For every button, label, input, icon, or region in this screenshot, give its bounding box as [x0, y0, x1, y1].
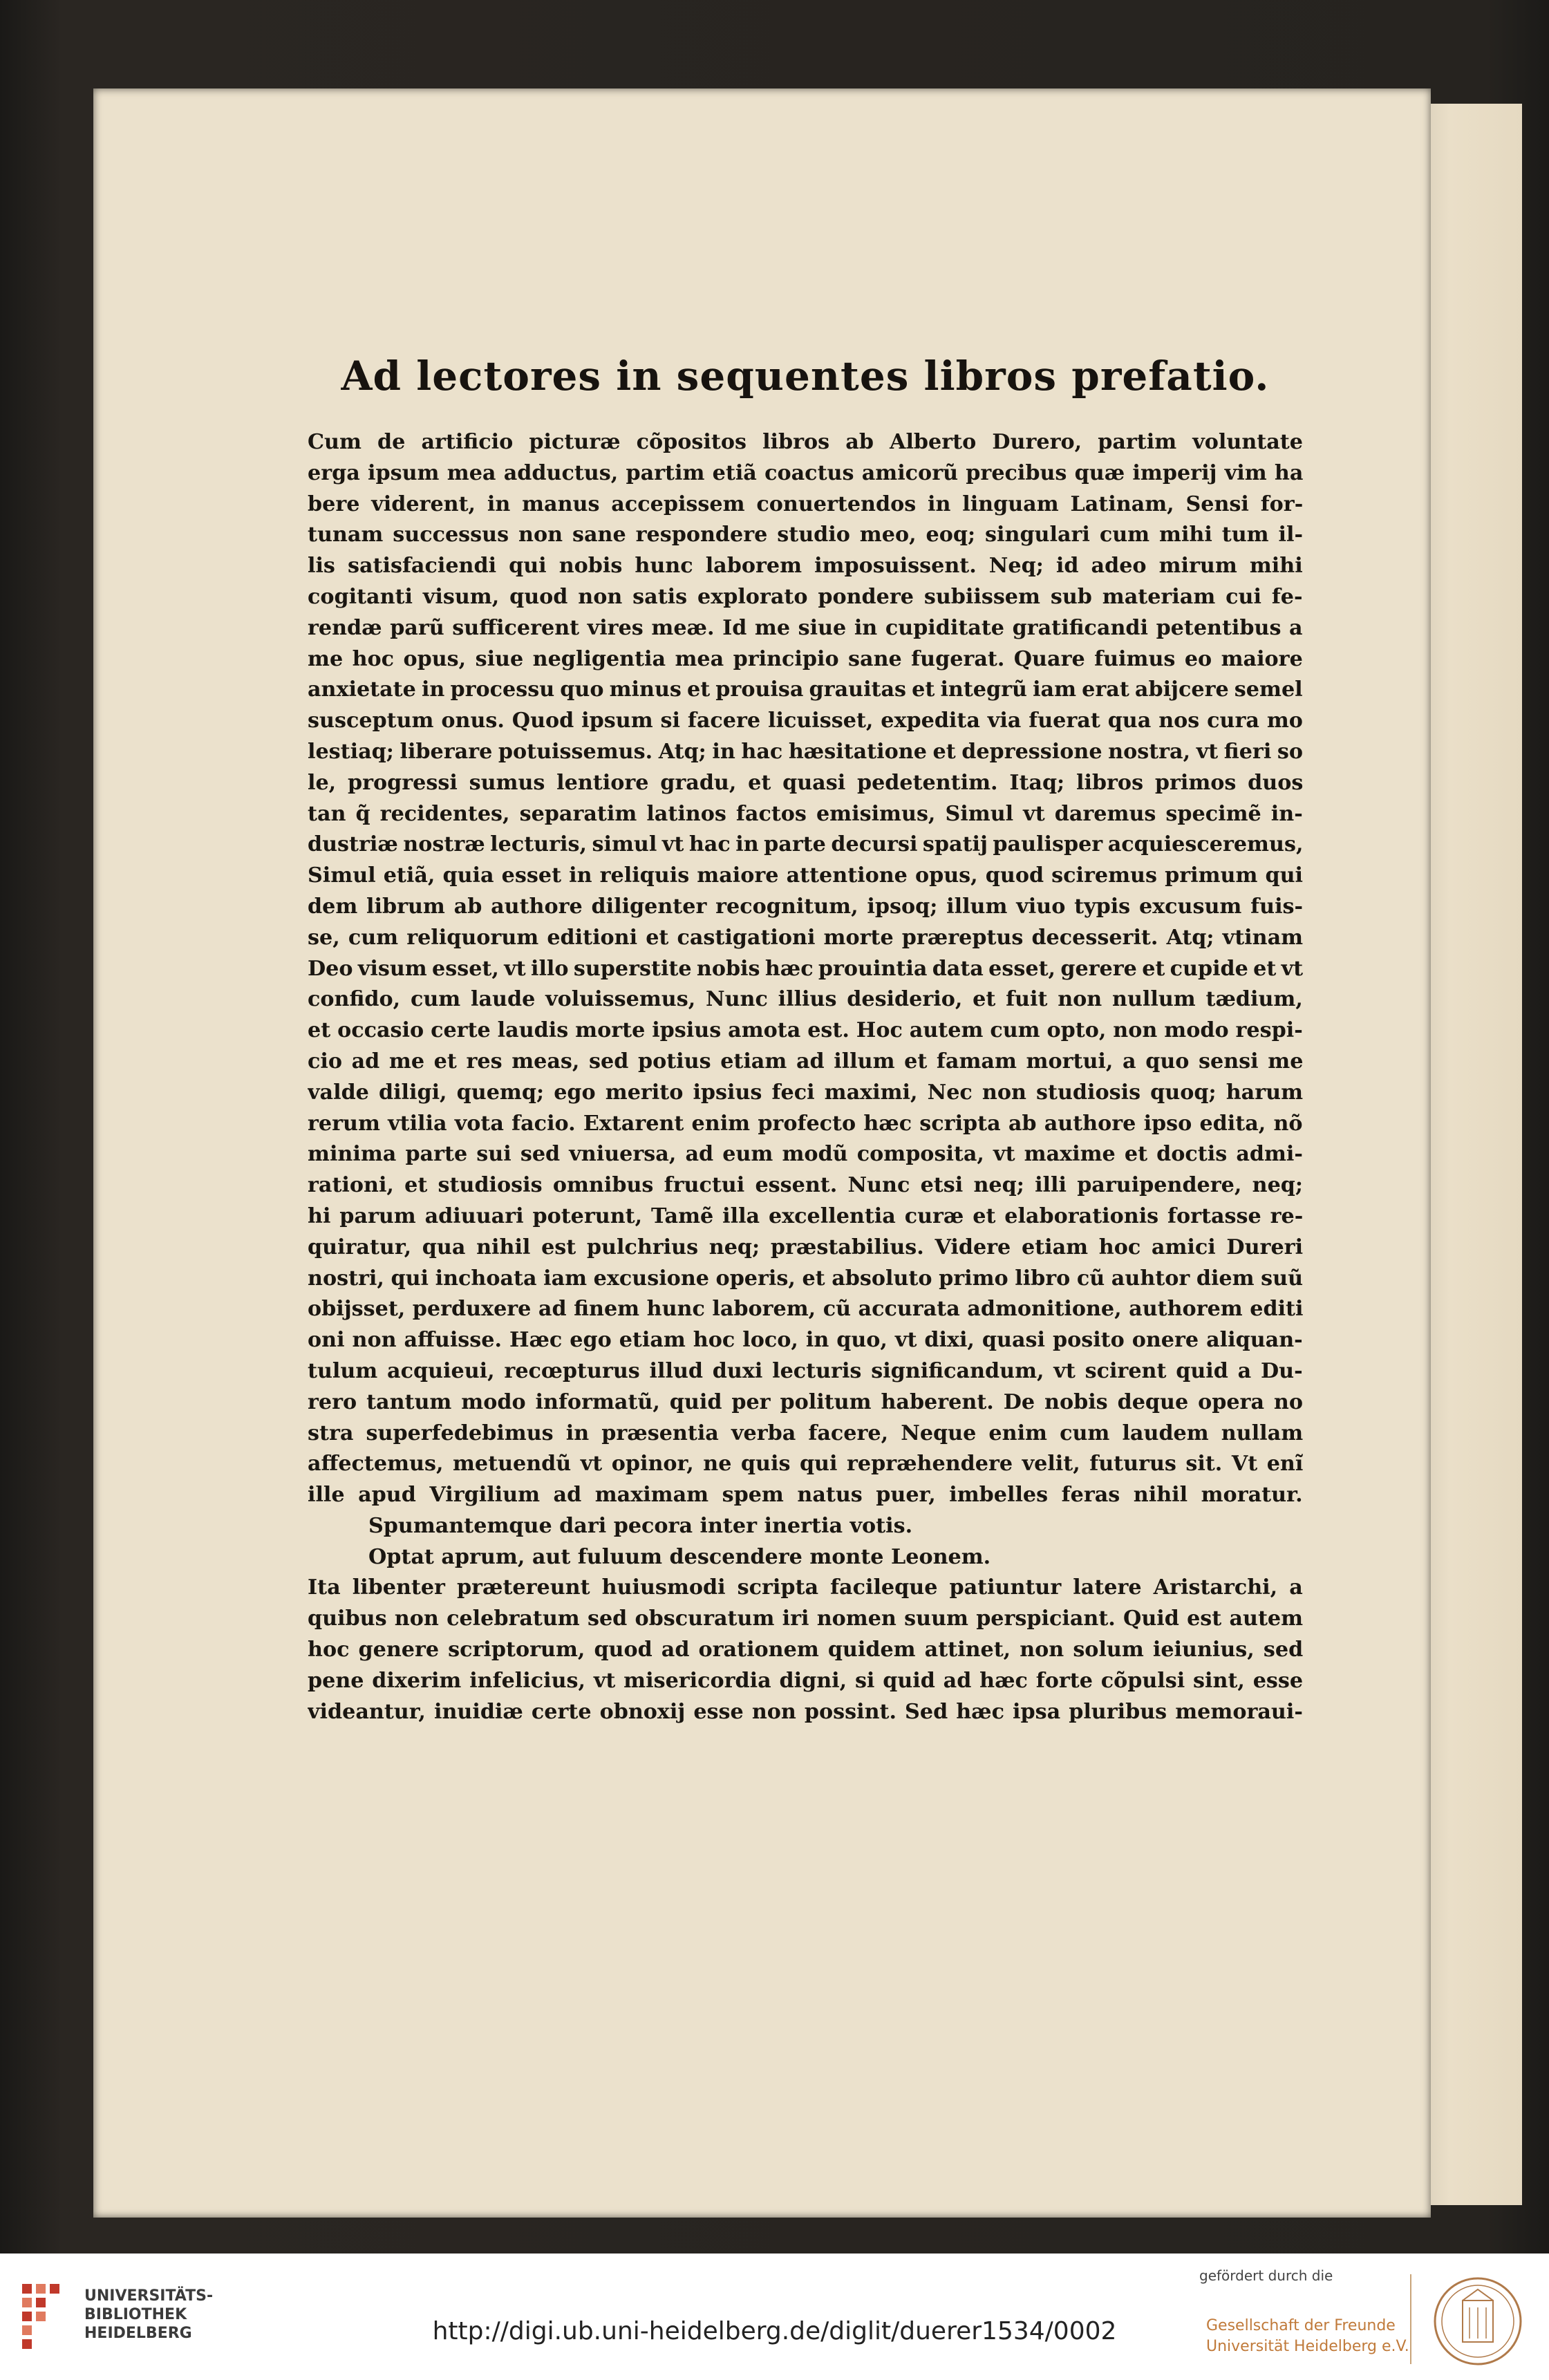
text-line: Deo visum esset, vt illo superstite nobis hæc prouintia data esset, gerere et cupide et vt [308, 956, 1303, 981]
text-line: minima parte sui sed vniuersa, ad eum modũ composita, vt maxime et doctis admi- [308, 1142, 1303, 1167]
text-line: Ita libenter prætereunt huiusmodi scripta facileque patiuntur latere Aristarchi, a [308, 1575, 1303, 1600]
text-line: rerum vtilia vota facio. Extarent enim profecto hæc scripta ab authore ipso edita, nõ [308, 1111, 1303, 1136]
text-line: Simul etiã, quia esset in reliquis maiore attentione opus, quod sciremus primum qui [308, 863, 1303, 888]
text-line: confido, cum laude voluissemus, Nunc illius desiderio, et fuit non nullum tædium, [308, 987, 1303, 1012]
body-text [308, 427, 1303, 1727]
sponsor-label: gefördert durch die [1199, 2267, 1333, 2284]
institution-line-1: UNIVERSITÄTS- [84, 2287, 214, 2305]
text-line: susceptum onus. Quod ipsum si facere licuisset, expedita via fuerat qua nos cura mo [308, 709, 1303, 733]
document-url-link[interactable]: http://digi.ub.uni-heidelberg.de/diglit/duerer1534/0002 [432, 2317, 1117, 2345]
text-line: lis satisfaciendi qui nobis hunc laborem imposuissent. Neq; id adeo mirum mihi [308, 554, 1303, 579]
text-line: tunam successus non sane respondere studio meo, eoq; singulari cum mihi tum il- [308, 523, 1303, 547]
text-line: ille apud Virgilium ad maximam spem natus puer, imbelles feras nihil moratur. [308, 1483, 1303, 1508]
text-line: quiratur, qua nihil est pulchrius neq; præstabilius. Videre etiam hoc amici Dureri [308, 1235, 1303, 1259]
sponsor-name [1206, 2316, 1409, 2357]
viewer-footer [0, 2253, 1549, 2380]
university-seal-icon [1429, 2273, 1526, 2370]
text-line: erga ipsum mea adductus, partim etiã coactus amicorũ precibus quæ imperij vim ha [308, 460, 1303, 485]
text-line: anxietate in processu quo minus et prouisa grauitas et integrũ iam erat abijcere semel [308, 677, 1303, 702]
text-line: nostri, qui inchoata iam excusione operis, et absoluto primo libro cũ auhtor diem suũ [308, 1266, 1303, 1291]
text-line: videantur, inuidiæ certe obnoxij esse non possint. Sed hæc ipsa pluribus memoraui- [308, 1699, 1303, 1724]
text-line: lestiaq; liberare potuissemus. Atq; in hac hæsitatione et depressione nostra, vt fieri so [308, 739, 1303, 764]
text-block [308, 353, 1303, 1727]
text-line: le, progressi sumus lentiore gradu, et quasi pedetentim. Itaq; libros primos duos [308, 770, 1303, 795]
text-line: rationi, et studiosis omnibus fructui essent. Nunc etsi neq; illi paruipendere, neq; [308, 1173, 1303, 1198]
text-line: tan q̃ recidentes, separatim latinos factos emisimus, Simul vt daremus specimẽ in- [308, 801, 1303, 826]
text-line: valde diligi, quemq; ego merito ipsius feci maximi, Nec non studiosis quoq; harum [308, 1080, 1303, 1105]
text-line: pene dixerim infelicius, vt misericordia digni, si quid ad hæc forte cõpulsi sint, esse [308, 1668, 1303, 1693]
text-line: hoc genere scriptorum, quod ad orationem quidem attinet, non solum ieiunius, sed [308, 1638, 1303, 1662]
text-line: cogitanti visum, quod non satis explorato pondere subiissem sub materiam cui fe- [308, 584, 1303, 609]
text-line: se, cum reliquorum editioni et castigationi morte præreptus decesserit. Atq; vtinam [308, 925, 1303, 950]
text-line: obijsset, perduxere ad finem hunc laborem, cũ accurata admonitione, authorem editi [308, 1297, 1303, 1322]
text-line: bere viderent, in manus accepissem conuertendos in linguam Latinam, Sensi for- [308, 491, 1303, 516]
text-line: stra superfedebimus in præsentia verba facere, Neque enim cum laudem nullam [308, 1421, 1303, 1445]
text-line: me hoc opus, siue negligentia mea principio sane fugerat. Quare fuimus eo maiore [308, 646, 1303, 671]
text-line: et occasio certe laudis morte ipsius amota est. Hoc autem cum opto, non modo respi- [308, 1018, 1303, 1043]
text-line: dem librum ab authore diligenter recognitum, ipsoq; illum viuo typis excusum fuis- [308, 894, 1303, 919]
facing-page-edge [1418, 104, 1522, 2205]
text-line: rero tantum modo informatũ, quid per politum haberent. De nobis deque opera no [308, 1389, 1303, 1414]
sponsor-line-1: Gesellschaft der Freunde [1206, 2317, 1396, 2334]
sponsor-divider [1410, 2274, 1411, 2364]
sponsor-line-2: Universität Heidelberg e.V. [1206, 2338, 1409, 2355]
text-line: Cum de artificio picturæ cõpositos libros ab Alberto Durero, partim voluntate [308, 430, 1303, 454]
institution-line-2: BIBLIOTHEK [84, 2306, 187, 2323]
page-title: Ad lectores in sequentes libros prefatio. [341, 353, 1270, 400]
text-line: quibus non celebratum sed obscuratum iri nomen suum perspiciant. Quid est autem [308, 1606, 1303, 1631]
text-line: tulum acquieui, recœpturus illud duxi lecturis significandum, vt scirent quid a Du- [308, 1358, 1303, 1383]
text-line: oni non affuisse. Hæc ego etiam hoc loco, in quo, vt dixi, quasi posito onere aliquan- [308, 1328, 1303, 1353]
text-line: cio ad me et res meas, sed potius etiam ad illum et famam mortui, a quo sensi me [308, 1049, 1303, 1074]
institution-line-3: HEIDELBERG [84, 2325, 192, 2342]
verse-line: Spumantemque dari pecora inter inertia votis. [368, 1513, 913, 1538]
text-line: affectemus, metuendũ vt opinor, ne quis qui repræhendere velit, futurus sit. Vt enĩ [308, 1452, 1303, 1477]
text-line: hi parum adiuuari poterunt, Tamẽ illa excellentia curæ et elaborationis fortasse re- [308, 1203, 1303, 1228]
text-line: dustriæ nostræ lecturis, simul vt hac in parte decursi spatij paulisper acquiesceremus, [308, 832, 1303, 857]
verse-line: Optat aprum, aut fuluum descendere monte Leonem. [368, 1544, 991, 1569]
text-line: rendæ parũ sufficerent vires meæ. Id me siue in cupiditate gratificandi petentibus a [308, 615, 1303, 640]
